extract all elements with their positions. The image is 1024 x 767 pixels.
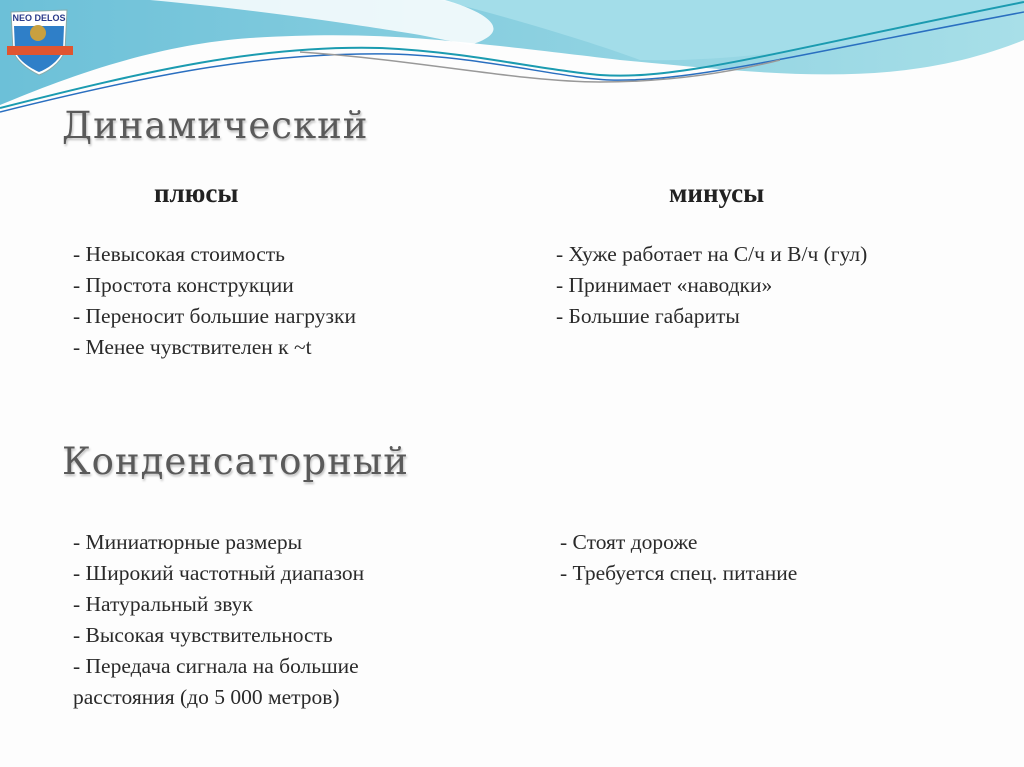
condenser-pros-list <box>73 527 364 713</box>
list-item: - Принимает «наводки» <box>556 273 773 297</box>
list-item: - Хуже работает на С/ч и В/ч (гул) <box>556 242 868 266</box>
list-item: - Передача сигнала на большие <box>73 654 359 678</box>
list-item: - Требуется спец. питание <box>560 561 798 585</box>
header-wave-decoration <box>0 0 1024 120</box>
list-item: - Большие габариты <box>556 304 740 328</box>
list-item: - Стоят дороже <box>560 530 698 554</box>
svg-text:NEO DELOS: NEO DELOS <box>12 13 66 23</box>
list-item: - Переносит большие нагрузки <box>73 304 356 328</box>
pros-header: плюсы <box>154 178 239 208</box>
dynamic-cons-list <box>556 239 867 332</box>
neo-delos-logo <box>5 6 73 76</box>
list-item: - Невысокая стоимость <box>73 242 285 266</box>
condenser-cons-list <box>560 527 797 589</box>
list-item: - Миниатюрные размеры <box>73 530 303 554</box>
list-item: - Менее чувствителен к ~t <box>73 335 312 359</box>
section-title-condenser: Конденсаторный <box>62 440 409 483</box>
list-item: - Широкий частотный диапазон <box>73 561 365 585</box>
dynamic-pros-list <box>73 239 356 363</box>
section-title-dynamic: Динамический <box>62 104 369 147</box>
list-item: - Натуральный звук <box>73 592 253 616</box>
cons-header: минусы <box>669 178 765 208</box>
list-item: расстояния (до 5 000 метров) <box>73 685 340 709</box>
list-item: - Высокая чувствительность <box>73 623 333 647</box>
list-item: - Простота конструкции <box>73 273 294 297</box>
